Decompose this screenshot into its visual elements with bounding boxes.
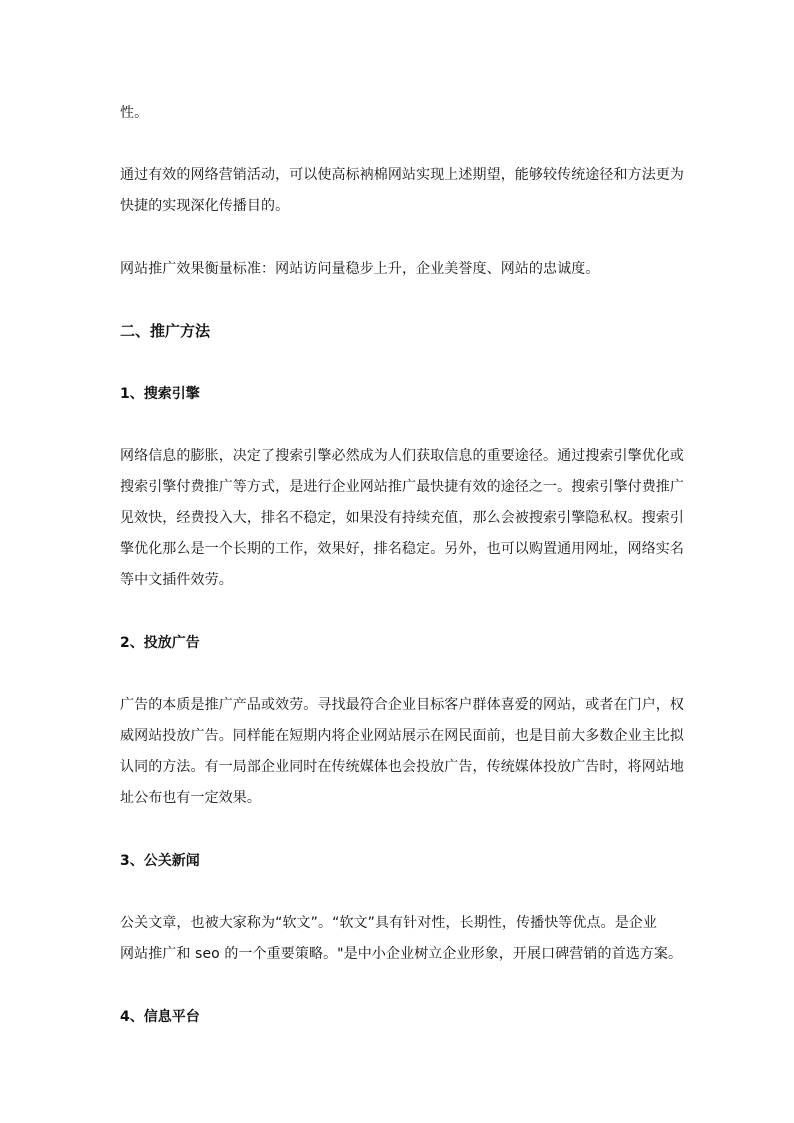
subsection-heading-info-platform: 4、信息平台: [120, 1009, 200, 1025]
paragraph-line: 网站推广和 seo 的一个重要策略。"是中小企业树立企业形象，开展口碑营销的首选方案。: [120, 946, 683, 962]
paragraph-line: 快捷的实现深化传播目的。: [120, 198, 290, 214]
paragraph-line: 公关文章，也被大家称为“软文”。“软文”具有针对性，长期性，传播快等优点。是企业: [120, 915, 658, 931]
paragraph-line: 址公布也有一定效果。: [120, 790, 261, 806]
paragraph-line: 网站推广效果衡量标准：网站访问量稳步上升，企业美誉度、网站的忠诚度。: [120, 261, 600, 277]
subsection-heading-advertising: 2、投放广告: [120, 635, 200, 651]
section-heading: 二、推广方法: [120, 322, 211, 340]
paragraph-line: 认同的方法。有一局部企业同时在传统媒体也会投放广告，传统媒体投放广告时，将网站地: [120, 759, 684, 775]
paragraph-line: 擎优化那么是一个长期的工作，效果好，排名稳定。另外，也可以购置通用网址，网络实名: [120, 541, 684, 557]
paragraph-line: 搜索引擎付费推广等方式，是进行企业网站推广最快捷有效的途径之一。搜索引擎付费推广: [120, 479, 684, 495]
paragraph-line: 网络信息的膨胀，决定了搜索引擎必然成为人们获取信息的重要途径。通过搜索引擎优化或: [120, 448, 684, 464]
subsection-heading-search-engine: 1、搜索引擎: [120, 386, 200, 402]
paragraph-line: 等中文插件效劳。: [120, 572, 233, 588]
paragraph-line: 见效快，经费投入大，排名不稳定，如果没有持续充值，那么会被搜索引擎隐私权。搜索引: [120, 510, 684, 526]
subsection-heading-pr-news: 3、公关新闻: [120, 853, 200, 869]
paragraph-line: 广告的本质是推广产品或效劳。寻找最符合企业目标客户群体喜爱的网站，或者在门户，权: [120, 697, 684, 713]
paragraph-line: 威网站投放广告。同样能在短期内将企业网站展示在网民面前，也是目前大多数企业主比拟: [120, 728, 684, 744]
paragraph-line: 通过有效的网络营销活动，可以使高标衲棉网站实现上述期望，能够较传统途径和方法更为: [120, 167, 684, 183]
paragraph-line: 性。: [120, 105, 149, 121]
